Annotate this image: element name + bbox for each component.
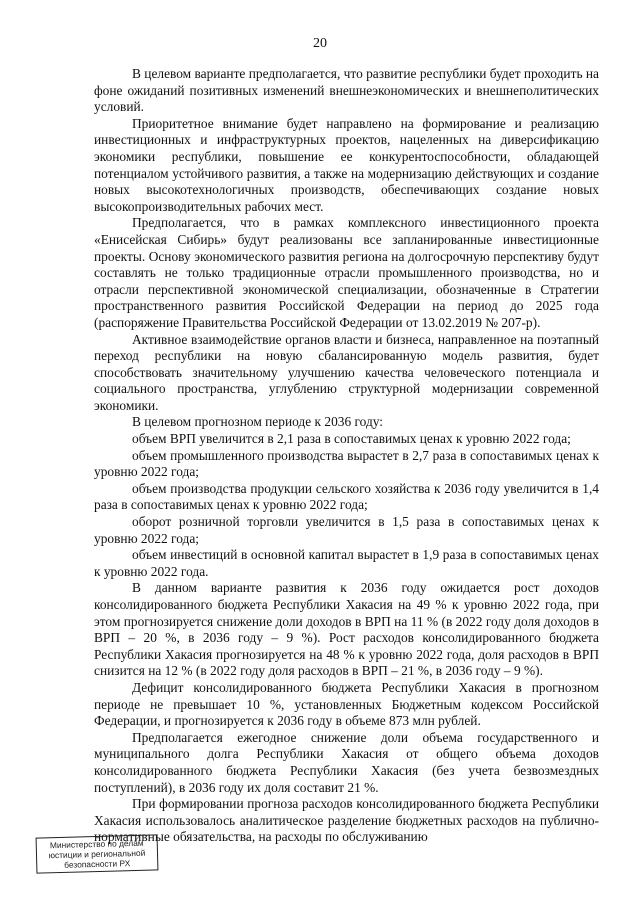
list-item: объем производства продукции сельского хозяйства к 2036 году увеличится в 1,4 раза в сопоставимых ценах к уровню 2022 года; bbox=[94, 480, 599, 513]
paragraph: Предполагается, что в рамках комплексного инвестиционного проекта «Енисейская Сибирь» будут реализованы все запланированные инвестиционные проекты. Основу экономического развития региона на долгосрочную перспективу будут составлять не только традиционные отрасли промышленного производства, но и отрасли перспективной экономической специализации, обозначенные в Стратегии пространственного развития Российской Федерации на период до 2025 года (распоряжение Правительства Российской Федерации от 13.02.2019 № 207-р). bbox=[94, 215, 599, 330]
paragraph: В целевом варианте предполагается, что развитие республики будет проходить на фоне ожиданий позитивных изменений внешнеэкономических и внешнеполитических условий. bbox=[94, 66, 600, 115]
list-item: объем инвестиций в основной капитал вырастет в 1,9 раза в сопоставимых ценах к уровню 2022 года. bbox=[94, 547, 599, 579]
paragraph: Приоритетное внимание будет направлено на формирование и реализацию инвестиционных и инфраструктурных проектов, нацеленных на диверсификацию экономики республики, повышение ее конкурентоспособности, обладающей потенциалом устойчивого развития, а также на модернизацию действующих и создание новых высокотехнологичных производств, обеспечивающих создание новых высокопроизводительных рабочих мест. bbox=[94, 115, 599, 214]
paragraph: При формировании прогноза расходов консолидированного бюджета Республики Хакасия использовалось аналитическое разделение бюджетных расходов на публично-нормативные обязательства, на расходы по обслуживанию bbox=[94, 796, 599, 845]
paragraph: В целевом прогнозном периоде к 2036 году: bbox=[132, 414, 384, 430]
paragraph: Предполагается ежегодное снижение доли объема государственного и муниципального долга Республики Хакасия от общего объема доходов консолидированного бюджета Республики Хакасия (без учета безвозмездных поступлений), в 2036 году их доля составит 21 %. bbox=[94, 729, 599, 795]
paragraph: Активное взаимодействие органов власти и бизнеса, направленное на поэтапный переход республики на новую сбалансированную модель развития, будет способствовать значительному улучшению качества человеческого потенциала и социального пространства, углублению структурной модернизации современной экономики. bbox=[94, 331, 599, 413]
stamp-line: Министерство по делам bbox=[49, 837, 144, 851]
list-item: объем ВРП увеличится в 2,1 раза в сопоставимых ценах к уровню 2022 года; bbox=[132, 431, 571, 447]
stamp-line: безопасности РХ bbox=[64, 858, 131, 870]
paragraph: В данном варианте развития к 2036 году ожидается рост доходов консолидированного бюджета Республики Хакасия на 49 % к уровню 2022 года, при этом прогнозируется снижение доли доходов в ВРП на 11 % (в 2022 году доля доходов в ВРП – 20 %, в 2036 году – 9 %). Рост расходов консолидированного бюджета Республики Хакасия прогнозируется на 48 % к уровню 2022 года, доля расходов в ВРП снизится на 12 % (в 2022 году доля расходов в ВРП – 21 %, в 2036 году – 9 %). bbox=[94, 580, 599, 679]
paragraph: Дефицит консолидированного бюджета Республики Хакасия в прогнозном периоде не превышает 10 %, установленных Бюджетным кодексом Российской Федерации, и прогнозируется к 2036 году в объеме 873 млн рублей. bbox=[94, 679, 599, 729]
document-body bbox=[94, 66, 599, 846]
page-number: 20 bbox=[313, 36, 327, 51]
stamp-line: юстиции и региональной bbox=[48, 847, 146, 861]
list-item: оборот розничной торговли увеличится в 1,5 раза в сопоставимых ценах к уровню 2022 года; bbox=[94, 514, 599, 546]
list-item: объем промышленного производства вырастет в 2,7 раза в сопоставимых ценах к уровню 2022 года; bbox=[94, 447, 599, 480]
ministry-stamp bbox=[36, 834, 159, 873]
